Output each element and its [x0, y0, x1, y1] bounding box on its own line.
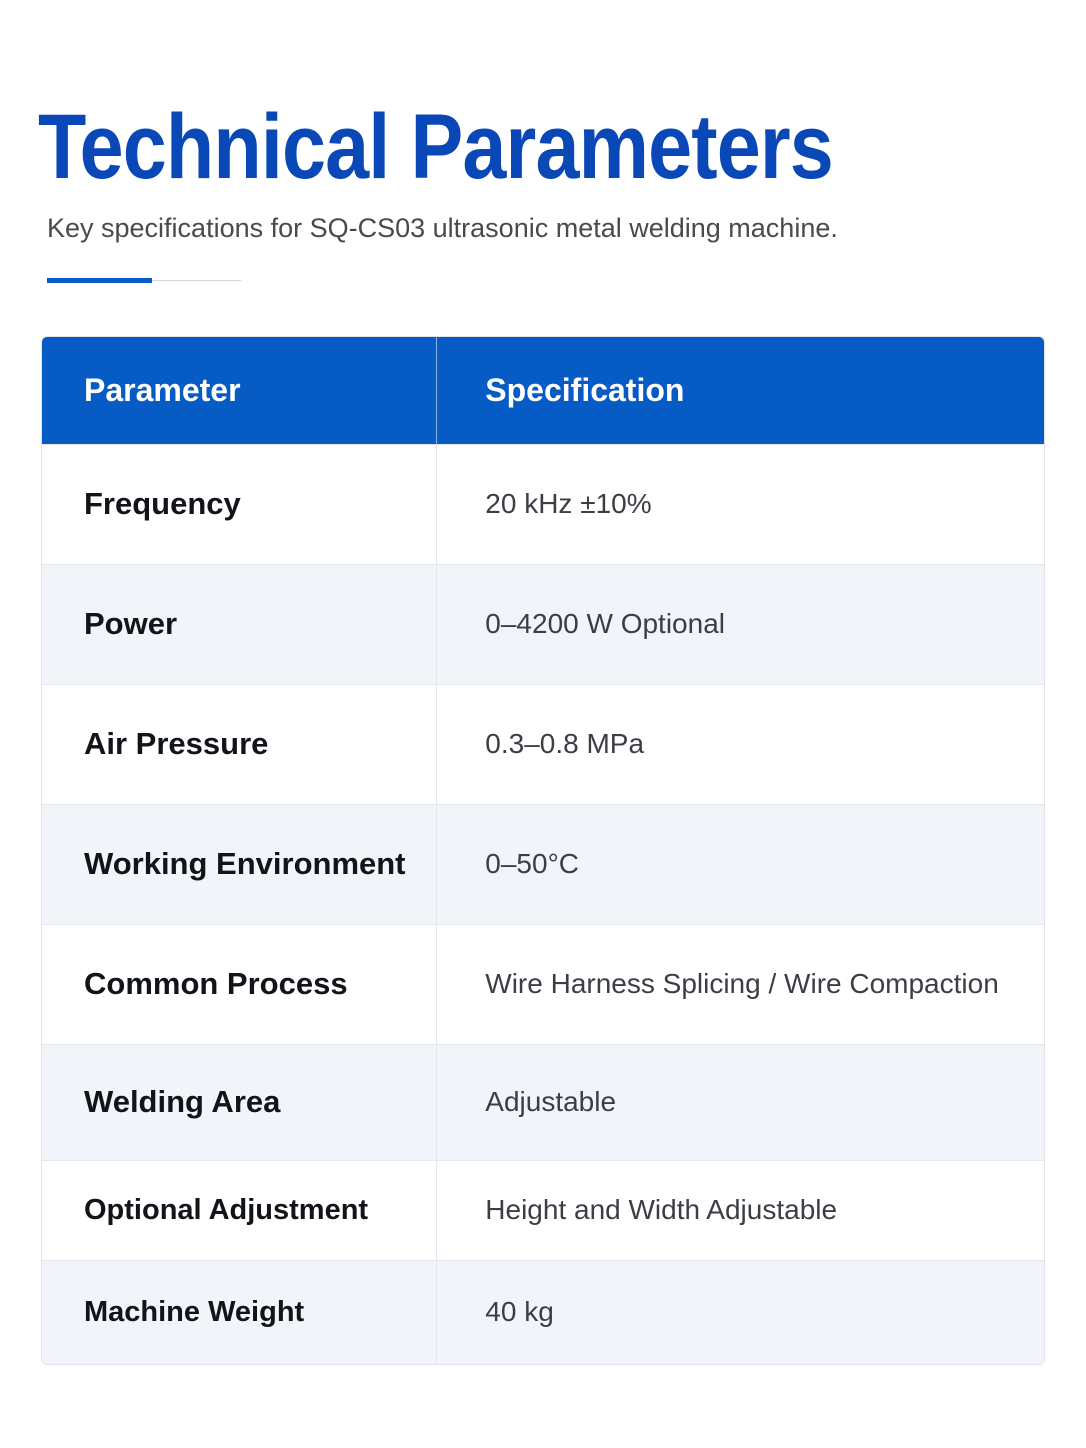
specification-cell: 0–50°C	[437, 804, 1044, 924]
parameter-cell: Welding Area	[42, 1044, 437, 1160]
parameter-cell: Machine Weight	[42, 1260, 437, 1364]
table-row	[42, 1160, 1044, 1260]
parameter-cell: Power	[42, 564, 437, 684]
specification-cell: Height and Width Adjustable	[437, 1160, 1044, 1260]
table-row	[42, 684, 1044, 804]
specification-cell: 20 kHz ±10%	[437, 444, 1044, 564]
specification-cell: 0.3–0.8 MPa	[437, 684, 1044, 804]
specification-cell: 0–4200 W Optional	[437, 564, 1044, 684]
spec-table	[42, 337, 1044, 1364]
title-divider	[47, 277, 241, 283]
parameter-cell: Optional Adjustment	[42, 1160, 437, 1260]
table-row	[42, 444, 1044, 564]
divider-thin-line	[152, 280, 241, 281]
page-title: Technical Parameters	[38, 96, 833, 198]
parameter-cell: Common Process	[42, 924, 437, 1044]
table-row	[42, 1044, 1044, 1160]
parameter-cell: Working Environment	[42, 804, 437, 924]
table-row	[42, 564, 1044, 684]
table-row	[42, 804, 1044, 924]
specification-cell: Adjustable	[437, 1044, 1044, 1160]
specification-cell: Wire Harness Splicing / Wire Compaction	[437, 924, 1044, 1044]
table-row	[42, 1260, 1044, 1364]
page-subtitle: Key specifications for SQ-CS03 ultrasonic metal welding machine.	[47, 213, 838, 243]
parameter-cell: Air Pressure	[42, 684, 437, 804]
parameter-cell: Frequency	[42, 444, 437, 564]
table-row	[42, 924, 1044, 1044]
column-header-parameter: Parameter	[84, 371, 241, 408]
divider-accent-bar	[47, 278, 152, 283]
column-header-specification: Specification	[437, 337, 1044, 444]
table-header-row	[42, 337, 1044, 444]
spec-table-container	[41, 336, 1045, 1365]
specification-cell: 40 kg	[437, 1260, 1044, 1364]
